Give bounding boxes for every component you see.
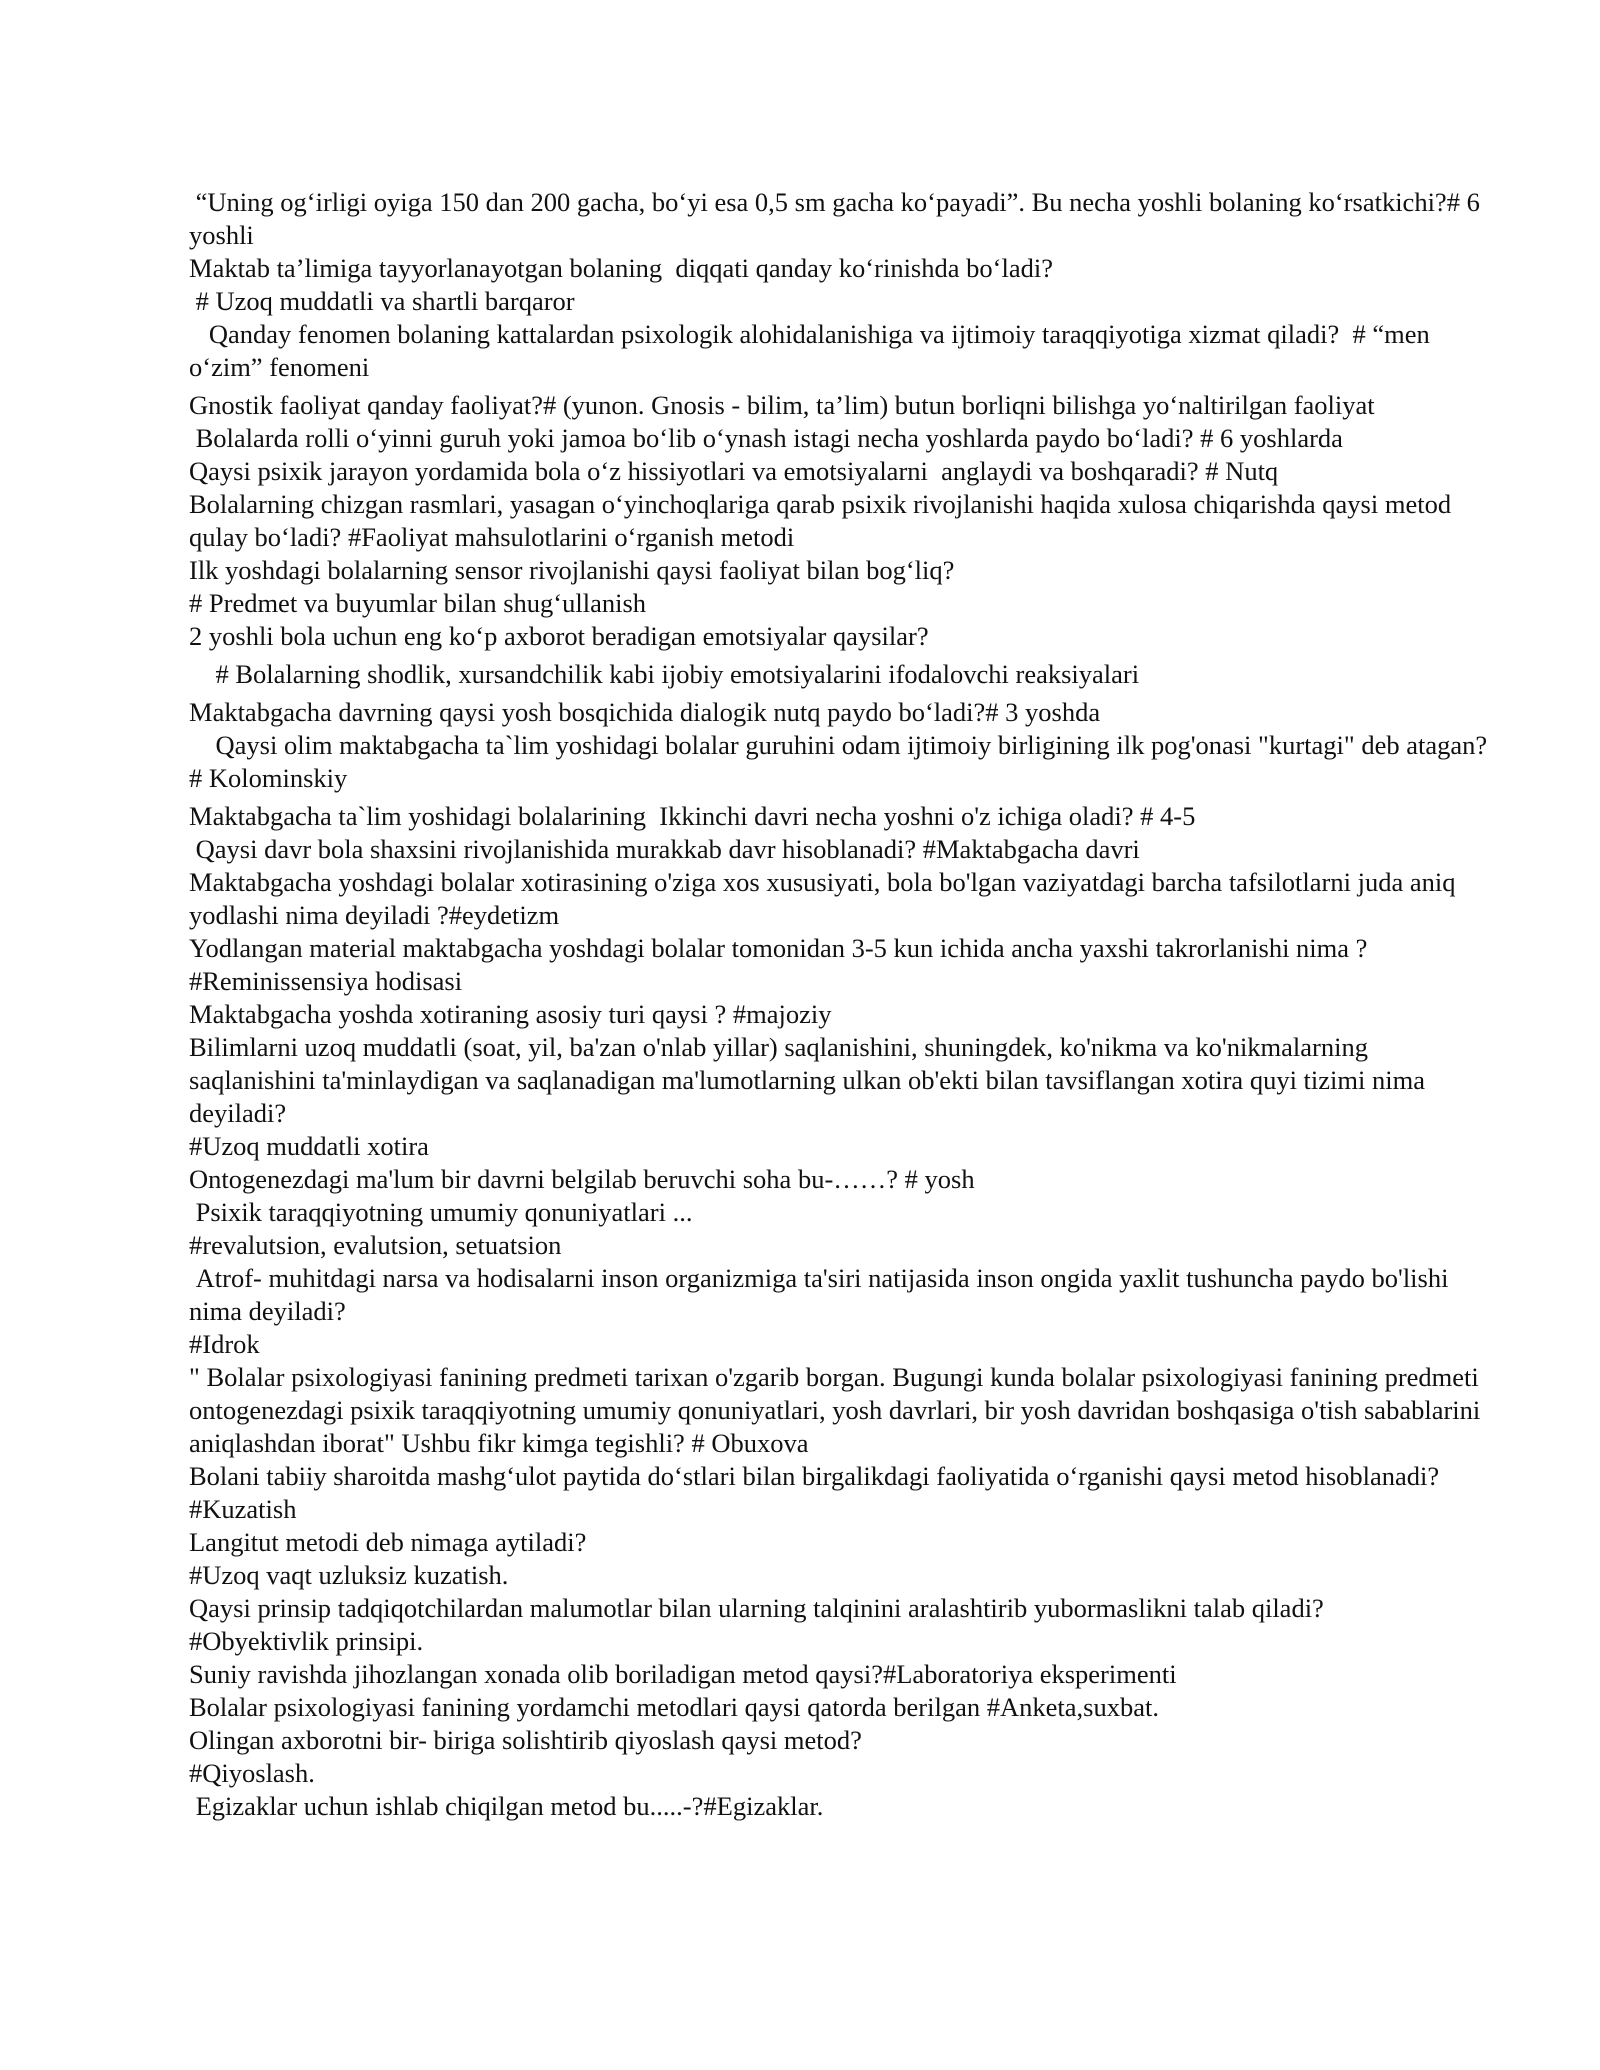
- paragraph: Bolani tabiiy sharoitda mashg‘ulot paytida do‘stlari bilan birgalikdagi faoliyatida o‘rganishi qaysi metod hisoblanadi?: [189, 1461, 1440, 1491]
- paragraph: Qaysi psixik jarayon yordamida bola o‘z hissiyotlari va emotsiyalarni anglaydi va boshqaradi? # Nutq: [189, 456, 1279, 486]
- paragraph: #revalutsion, evalutsion, setuatsion: [189, 1230, 562, 1260]
- paragraph: Langitut metodi deb nimaga aytiladi?: [189, 1527, 587, 1557]
- paragraph: Ilk yoshdagi bolalarning sensor rivojlanishi qaysi faoliyat bilan bog‘liq?: [189, 555, 955, 585]
- paragraph: Suniy ravishda jihozlangan xonada olib boriladigan metod qaysi?#Laboratoriya eksperimenti: [189, 1659, 1177, 1689]
- paragraph: Bolalarning chizgan rasmlari, yasagan o‘yinchoqlariga qarab psixik rivojlanishi haqida xulosa chiqarishda qaysi metod qulay bo‘ladi? #Faoliyat mahsulotlarini o‘rganish metodi: [189, 489, 1458, 552]
- paragraph: Atrof- muhitdagi narsa va hodisalarni inson organizmiga ta'siri natijasida inson ongida yaxlit tushuncha paydo bo'lishi nima deyiladi?: [189, 1263, 1456, 1326]
- paragraph: Qanday fenomen bolaning kattalardan psixologik alohidalanishiga va ijtimoiy taraqqiyotiga xizmat qiladi? # “men o‘zim” fenomeni: [189, 319, 1437, 382]
- paragraph: Maktab ta’limiga tayyorlanayotgan bolaning diqqati qanday ko‘rinishda bo‘ladi?: [189, 253, 1053, 283]
- paragraph: Egizaklar uchun ishlab chiqilgan metod bu.....-?#Egizaklar.: [189, 1791, 824, 1821]
- paragraph: # Uzoq muddatli va shartli barqaror: [189, 286, 575, 316]
- paragraph: Ontogenezdagi ma'lum bir davrni belgilab beruvchi soha bu-……? # yosh: [189, 1164, 975, 1194]
- paragraph: #Qiyoslash.: [189, 1758, 315, 1788]
- paragraph: Maktabgacha yoshda xotiraning asosiy turi qaysi ? #majoziy: [189, 999, 832, 1029]
- paragraph: Yodlangan material maktabgacha yoshdagi bolalar tomonidan 3-5 kun ichida ancha yaxshi takrorlanishi nima ? #Reminissensiya hodisasi: [189, 933, 1375, 996]
- paragraph: Maktabgacha ta`lim yoshidagi bolalarining Ikkinchi davri necha yoshni o'z ichiga oladi? # 4-5: [189, 801, 1196, 831]
- paragraph: #Idrok: [189, 1329, 260, 1359]
- paragraph: Olingan axborotni bir- biriga solishtirib qiyoslash qaysi metod?: [189, 1725, 862, 1755]
- paragraph: Bolalar psixologiyasi fanining yordamchi metodlari qaysi qatorda berilgan #Anketa,suxbat.: [189, 1692, 1159, 1722]
- paragraph: Bilimlarni uzoq muddatli (soat, yil, ba'zan o'nlab yillar) saqlanishini, shuningdek, ko'nikma va ko'nikmalarning saqlanishini ta'minlaydigan va saqlanadigan ma'lumotlarning ulkan ob'ekti bilan tavsiflangan xotira quyi tizimi nima deyiladi?: [189, 1032, 1432, 1128]
- paragraph: Maktabgacha yoshdagi bolalar xotirasining o'ziga xos xususiyati, bola bo'lgan vaziyatdagi barcha tafsilotlarni juda aniq yodlashi nima deyiladi ?#eydetizm: [189, 867, 1463, 930]
- paragraph: Qaysi prinsip tadqiqotchilardan malumotlar bilan ularning talqinini aralashtirib yubormaslikni talab qiladi?: [189, 1593, 1324, 1623]
- document-body: [189, 186, 1489, 1823]
- paragraph: #Uzoq muddatli xotira: [189, 1131, 429, 1161]
- paragraph: Bolalarda rolli o‘yinni guruh yoki jamoa bo‘lib o‘ynash istagi necha yoshlarda paydo bo‘ladi? # 6 yoshlarda: [189, 423, 1343, 453]
- paragraph: " Bolalar psixologiyasi fanining predmeti tarixan o'zgarib borgan. Bugungi kunda bolalar psixologiyasi fanining predmeti ontogenezdagi psixik taraqqiyotning umumiy qonuniyatlari, yosh davrlari, bir yosh davridan boshqasiga o'tish sabablarini aniqlashdan iborat" Ushbu fikr kimga tegishli? # Obuxova: [189, 1362, 1487, 1458]
- paragraph: # Bolalarning shodlik, xursandchilik kabi ijobiy emotsiyalarini ifodalovchi reaksiyalari: [189, 659, 1140, 689]
- paragraph: #Kuzatish: [189, 1494, 297, 1524]
- paragraph: “Uning og‘irligi oyiga 150 dan 200 gacha, bo‘yi esa 0,5 sm gacha ko‘payadi”. Bu necha yoshli bolaning ko‘rsatkichi?# 6 yoshli: [189, 187, 1487, 250]
- paragraph: #Obyektivlik prinsipi.: [189, 1626, 424, 1656]
- paragraph: #Uzoq vaqt uzluksiz kuzatish.: [189, 1560, 509, 1590]
- paragraph: Qaysi davr bola shaxsini rivojlanishida murakkab davr hisoblanadi? #Maktabgacha davri: [189, 834, 1140, 864]
- paragraph: Qaysi olim maktabgacha ta`lim yoshidagi bolalar guruhini odam ijtimoiy birligining ilk pog'onasi "kurtagi" deb atagan?# Kolominskiy: [189, 730, 1488, 793]
- paragraph: 2 yoshli bola uchun eng ko‘p axborot beradigan emotsiyalar qaysilar?: [189, 621, 929, 651]
- paragraph: Psixik taraqqiyotning umumiy qonuniyatlari ...: [189, 1197, 693, 1227]
- paragraph: Maktabgacha davrning qaysi yosh bosqichida dialogik nutq paydo bo‘ladi?# 3 yoshda: [189, 697, 1101, 727]
- paragraph: # Predmet va buyumlar bilan shug‘ullanish: [189, 588, 647, 618]
- paragraph: Gnostik faoliyat qanday faoliyat?# (yunon. Gnosis - bilim, ta’lim) butun borliqni bilishga yo‘naltirilgan faoliyat: [189, 390, 1375, 420]
